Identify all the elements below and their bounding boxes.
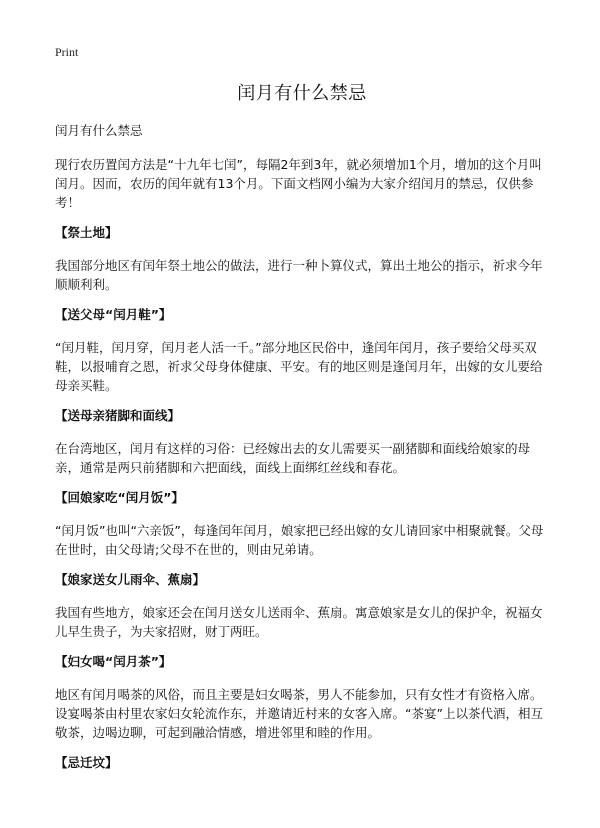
section-body-runyue-fan: “闰月饭”也叫“六亲饭”，每逢闰年闰月，娘家把已经出嫁的女儿请回家中相聚就餐。父母在世时，由父母请;父母不在世的，则由兄弟请。 [55, 523, 544, 557]
section-heading-runyue-cha: 【妇女喝“闰月茶”】 [55, 654, 172, 669]
section-heading-ji-tudi: 【祭土地】 [55, 225, 118, 240]
section-body-runyue-xie: “闰月鞋，闰月穿，闰月老人活一千。”部分地区民俗中，逢闰年闰月，孩子要给父母买双鞋，以报哺育之恩，祈求父母身体健康、平安。有的地区则是逢闰月年，出嫁的女儿要给母亲买鞋。 [55, 340, 543, 393]
document-page [55, 44, 549, 772]
section-heading-yusan-jiaoshan: 【娘家送女儿雨伞、蕉扇】 [55, 572, 206, 587]
document-subtitle: 闰月有什么禁忌 [55, 123, 143, 138]
section-body-yusan-jiaoshan: 我国有些地方，娘家还会在闰月送女儿送雨伞、蕉扇。寓意娘家是女儿的保护伞，祝福女儿早生贵子，为夫家招财，财丁两旺。 [55, 605, 543, 639]
section-heading-runyue-fan: 【回娘家吃“闰月饭”】 [55, 490, 184, 505]
page-title: 闰月有什么禁忌 [237, 83, 367, 104]
section-body-runyue-cha: 地区有闰月喝茶的风俗，而且主要是妇女喝茶，男人不能参加，只有女性才有资格入席。设宴喝茶由村里农家妇女轮流作东，并邀请近村来的女客入席。“茶宴”上以茶代酒，相互敬茶，边喝边聊，可起到融洽情感，增进邻里和睦的作用。 [55, 687, 543, 740]
print-label[interactable]: Print [55, 45, 79, 59]
section-heading-zhujiao-mianxian: 【送母亲猪脚和面线】 [55, 408, 181, 423]
section-heading-runyue-xie: 【送父母“闰月鞋”】 [55, 307, 172, 322]
section-body-ji-tudi: 我国部分地区有闰年祭土地公的做法，进行一种卜算仪式，算出土地公的指示，祈求今年顺顺利利。 [55, 258, 543, 292]
section-heading-ji-qianfen: 【忌迁坟】 [55, 755, 118, 770]
intro-paragraph: 现行农历置闰方法是“十九年七闰”，每隔2年到3年，就必须增加1个月，增加的这个月叫闰月。因而，农历的闰年就有13个月。下面文档网小编为大家介绍闰月的禁忌，仅供参考！ [55, 157, 542, 210]
section-body-zhujiao-mianxian: 在台湾地区，闰月有这样的习俗：已经嫁出去的女儿需要买一副猪脚和面线给娘家的母亲，通常是两只前猪脚和六把面线，面线上面绑红丝线和春花。 [55, 441, 531, 475]
